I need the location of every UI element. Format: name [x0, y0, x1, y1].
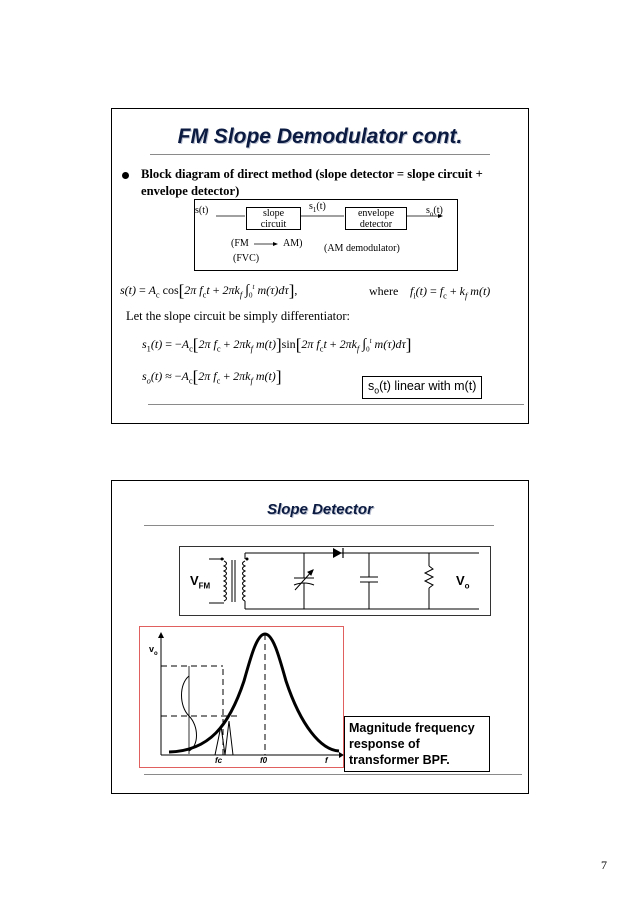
vo-label: $V_o$ — [456, 573, 470, 591]
equation-s1: $s_1(t) = -A_c[2\pi$ $f_c + 2\pi k_f$ m(t)]sin[2π $f_ct + 2\pi k_f$ $\int_0^t$ m(τ)dτ] — [142, 335, 412, 354]
am-label: AM) — [283, 238, 303, 249]
frequency-response-plot — [139, 626, 344, 768]
axis-vo-label: $v_o$ — [149, 644, 158, 657]
equation-instantaneous-frequency: $f_i(t) = f_c + k_f$ m(t) — [410, 284, 491, 301]
fvc-label: (FVC) — [233, 253, 260, 264]
f0-label: f0 — [260, 756, 268, 765]
vfm-label: $V_{FM}$ — [190, 573, 211, 591]
slide-title: FM Slope Demodulator cont. — [177, 125, 463, 148]
envelope-detector-label-1: envelope — [357, 208, 395, 219]
s1-signal-label: $s_1(t)$ — [309, 201, 326, 214]
bottom-rule — [148, 404, 524, 405]
output-signal-label: $s_o(t)$ — [426, 205, 443, 218]
bullet-text: Block diagram of direct method (slope detector = slope circuit + envelope detector) — [141, 167, 483, 198]
slope-circuit-label-1: slope — [262, 208, 285, 219]
title-underline — [144, 525, 494, 526]
slope-circuit-label-2: circuit — [260, 219, 287, 230]
envelope-detector-block — [345, 207, 407, 230]
slope-circuit-block — [246, 207, 301, 230]
fm-label: (FM — [231, 238, 249, 249]
title-underline — [150, 154, 490, 155]
slide-slope-detector — [111, 480, 529, 794]
slide-fm-slope-demodulator — [111, 108, 529, 424]
where-word: where — [369, 284, 399, 298]
bullet-item — [122, 166, 517, 200]
fc-label: fc — [215, 756, 223, 765]
linearity-note: $s_o(t)$ linear with m(t) — [362, 376, 482, 399]
am-demodulator-label: (AM demodulator) — [324, 243, 400, 254]
caption-box: Magnitude frequency response of transformer BPF. — [344, 716, 490, 772]
bottom-rule — [144, 774, 522, 775]
equation-fm-signal: $s(t) = A_c$ cos[2π $f_ct + 2\pi k_f$ $\int_0^t$ m(τ)dτ], — [120, 281, 298, 300]
differentiator-text: Let the slope circuit be simply differentiator: — [126, 309, 351, 323]
page-number: 7 — [601, 858, 607, 872]
bullet-dot-icon — [122, 172, 129, 179]
f-axis-label: f — [325, 756, 328, 765]
block-diagram — [194, 199, 458, 271]
equation-so: $s_o(t) \approx -A_c[2\pi$ $f_c + 2\pi k_f$ m(t)] — [142, 367, 282, 386]
envelope-detector-label-2: detector — [359, 219, 393, 230]
slide-title: Slope Detector — [267, 501, 373, 518]
slope-detector-circuit — [179, 546, 491, 616]
input-signal-label: s(t) — [195, 205, 209, 216]
